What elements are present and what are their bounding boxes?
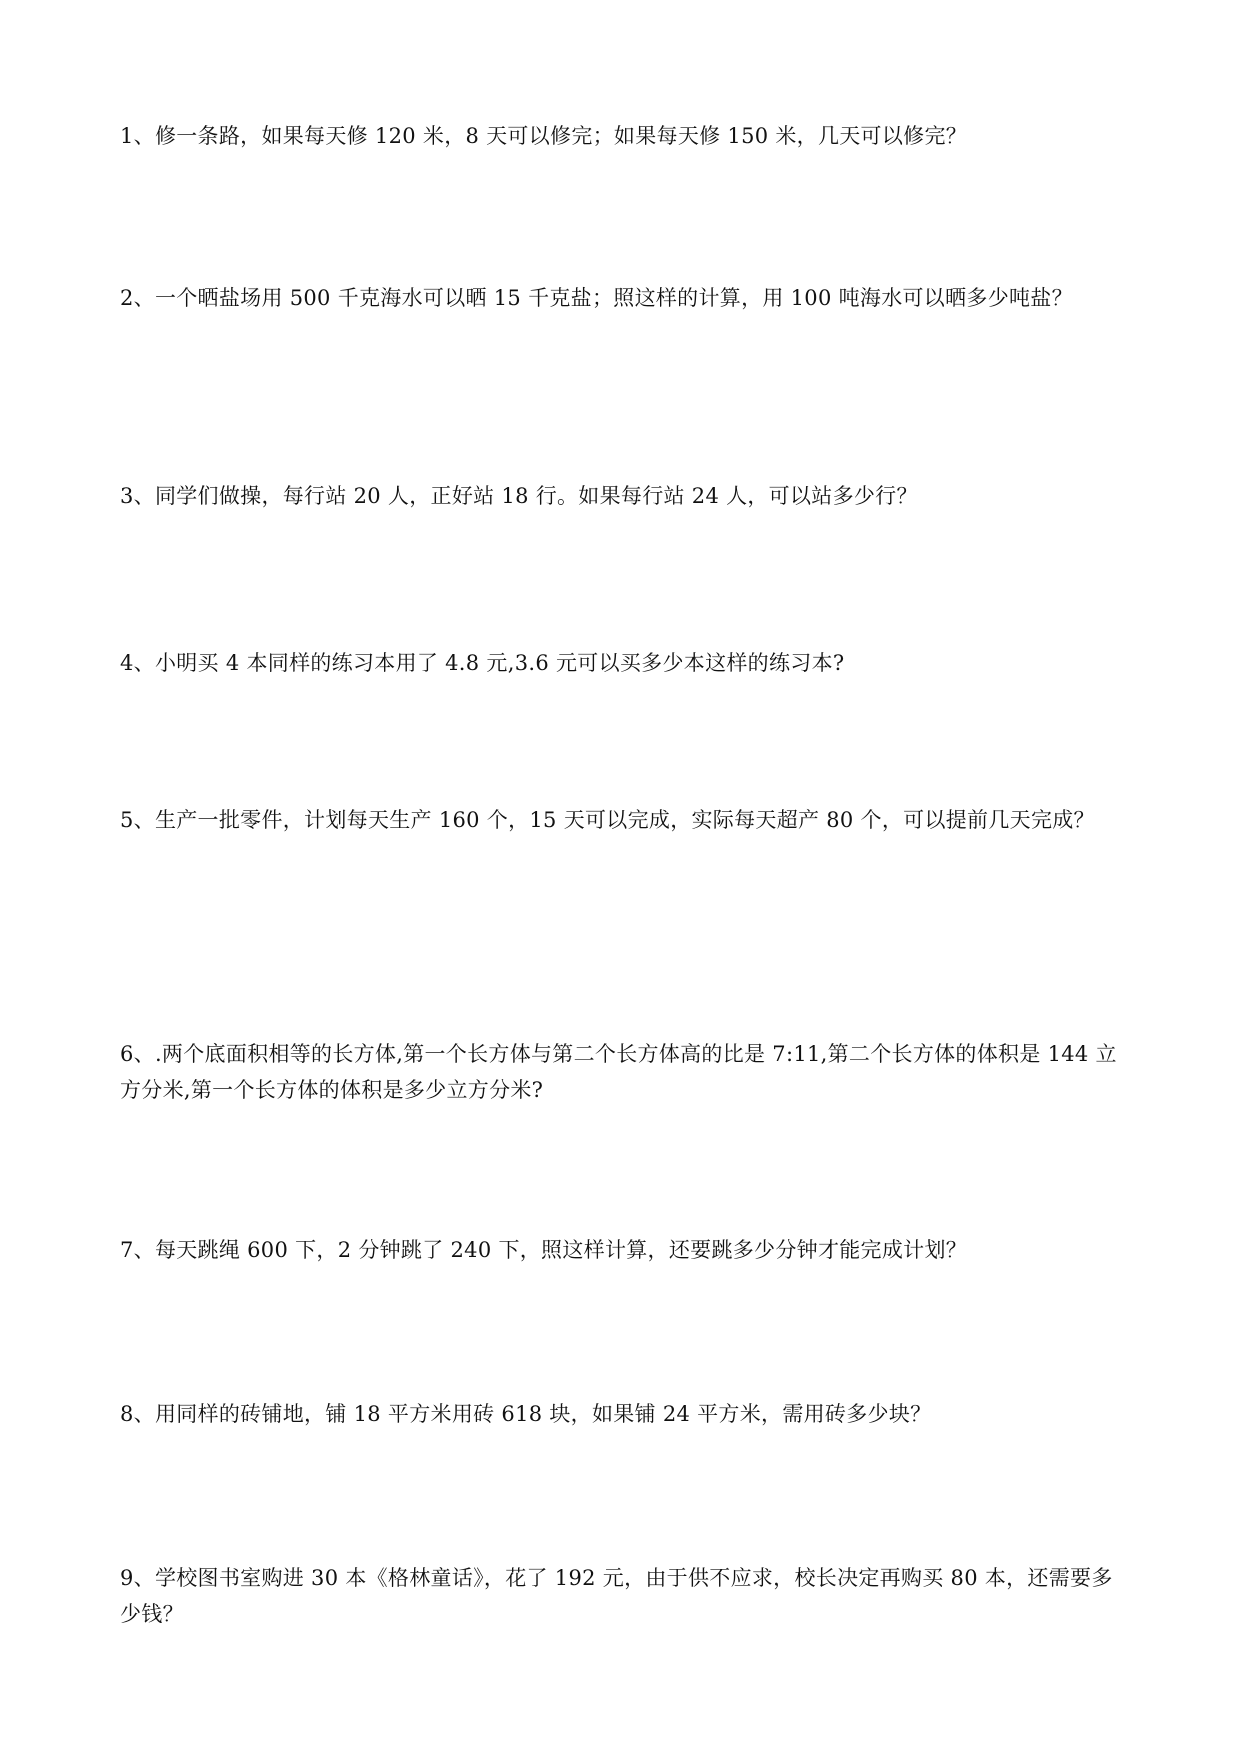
problem-8: 8、用同样的砖铺地，铺 18 平方米用砖 618 块，如果铺 24 平方米，需用砖多少块？ (120, 1402, 932, 1426)
problem-7: 7、每天跳绳 600 下，2 分钟跳了 240 下，照这样计算，还要跳多少分钟才能完成计划？ (120, 1238, 968, 1262)
problem-3: 3、同学们做操，每行站 20 人，正好站 18 行。如果每行站 24 人，可以站多少行？ (120, 484, 918, 508)
problem-5: 5、生产一批零件，计划每天生产 160 个，15 天可以完成，实际每天超产 80 个，可以提前几天完成？ (120, 808, 1095, 832)
problem-2: 2、一个晒盐场用 500 千克海水可以晒 15 千克盐；照这样的计算，用 100 吨海水可以晒多少吨盐？ (120, 286, 1073, 310)
problem-6: 6、.两个底面积相等的长方体,第一个长方体与第二个长方体高的比是 7:11,第二个长方体的体积是 144 立方分米,第一个长方体的体积是多少立方分米? (120, 1042, 1117, 1102)
problem-4: 4、小明买 4 本同样的练习本用了 4.8 元,3.6 元可以买多少本这样的练习本? (120, 651, 845, 675)
problem-1: 1、修一条路，如果每天修 120 米，8 天可以修完；如果每天修 150 米，几天可以修完？ (120, 124, 968, 148)
problem-9: 9、学校图书室购进 30 本《格林童话》，花了 192 元，由于供不应求，校长决定再购买 80 本，还需要多少钱？ (120, 1566, 1113, 1626)
